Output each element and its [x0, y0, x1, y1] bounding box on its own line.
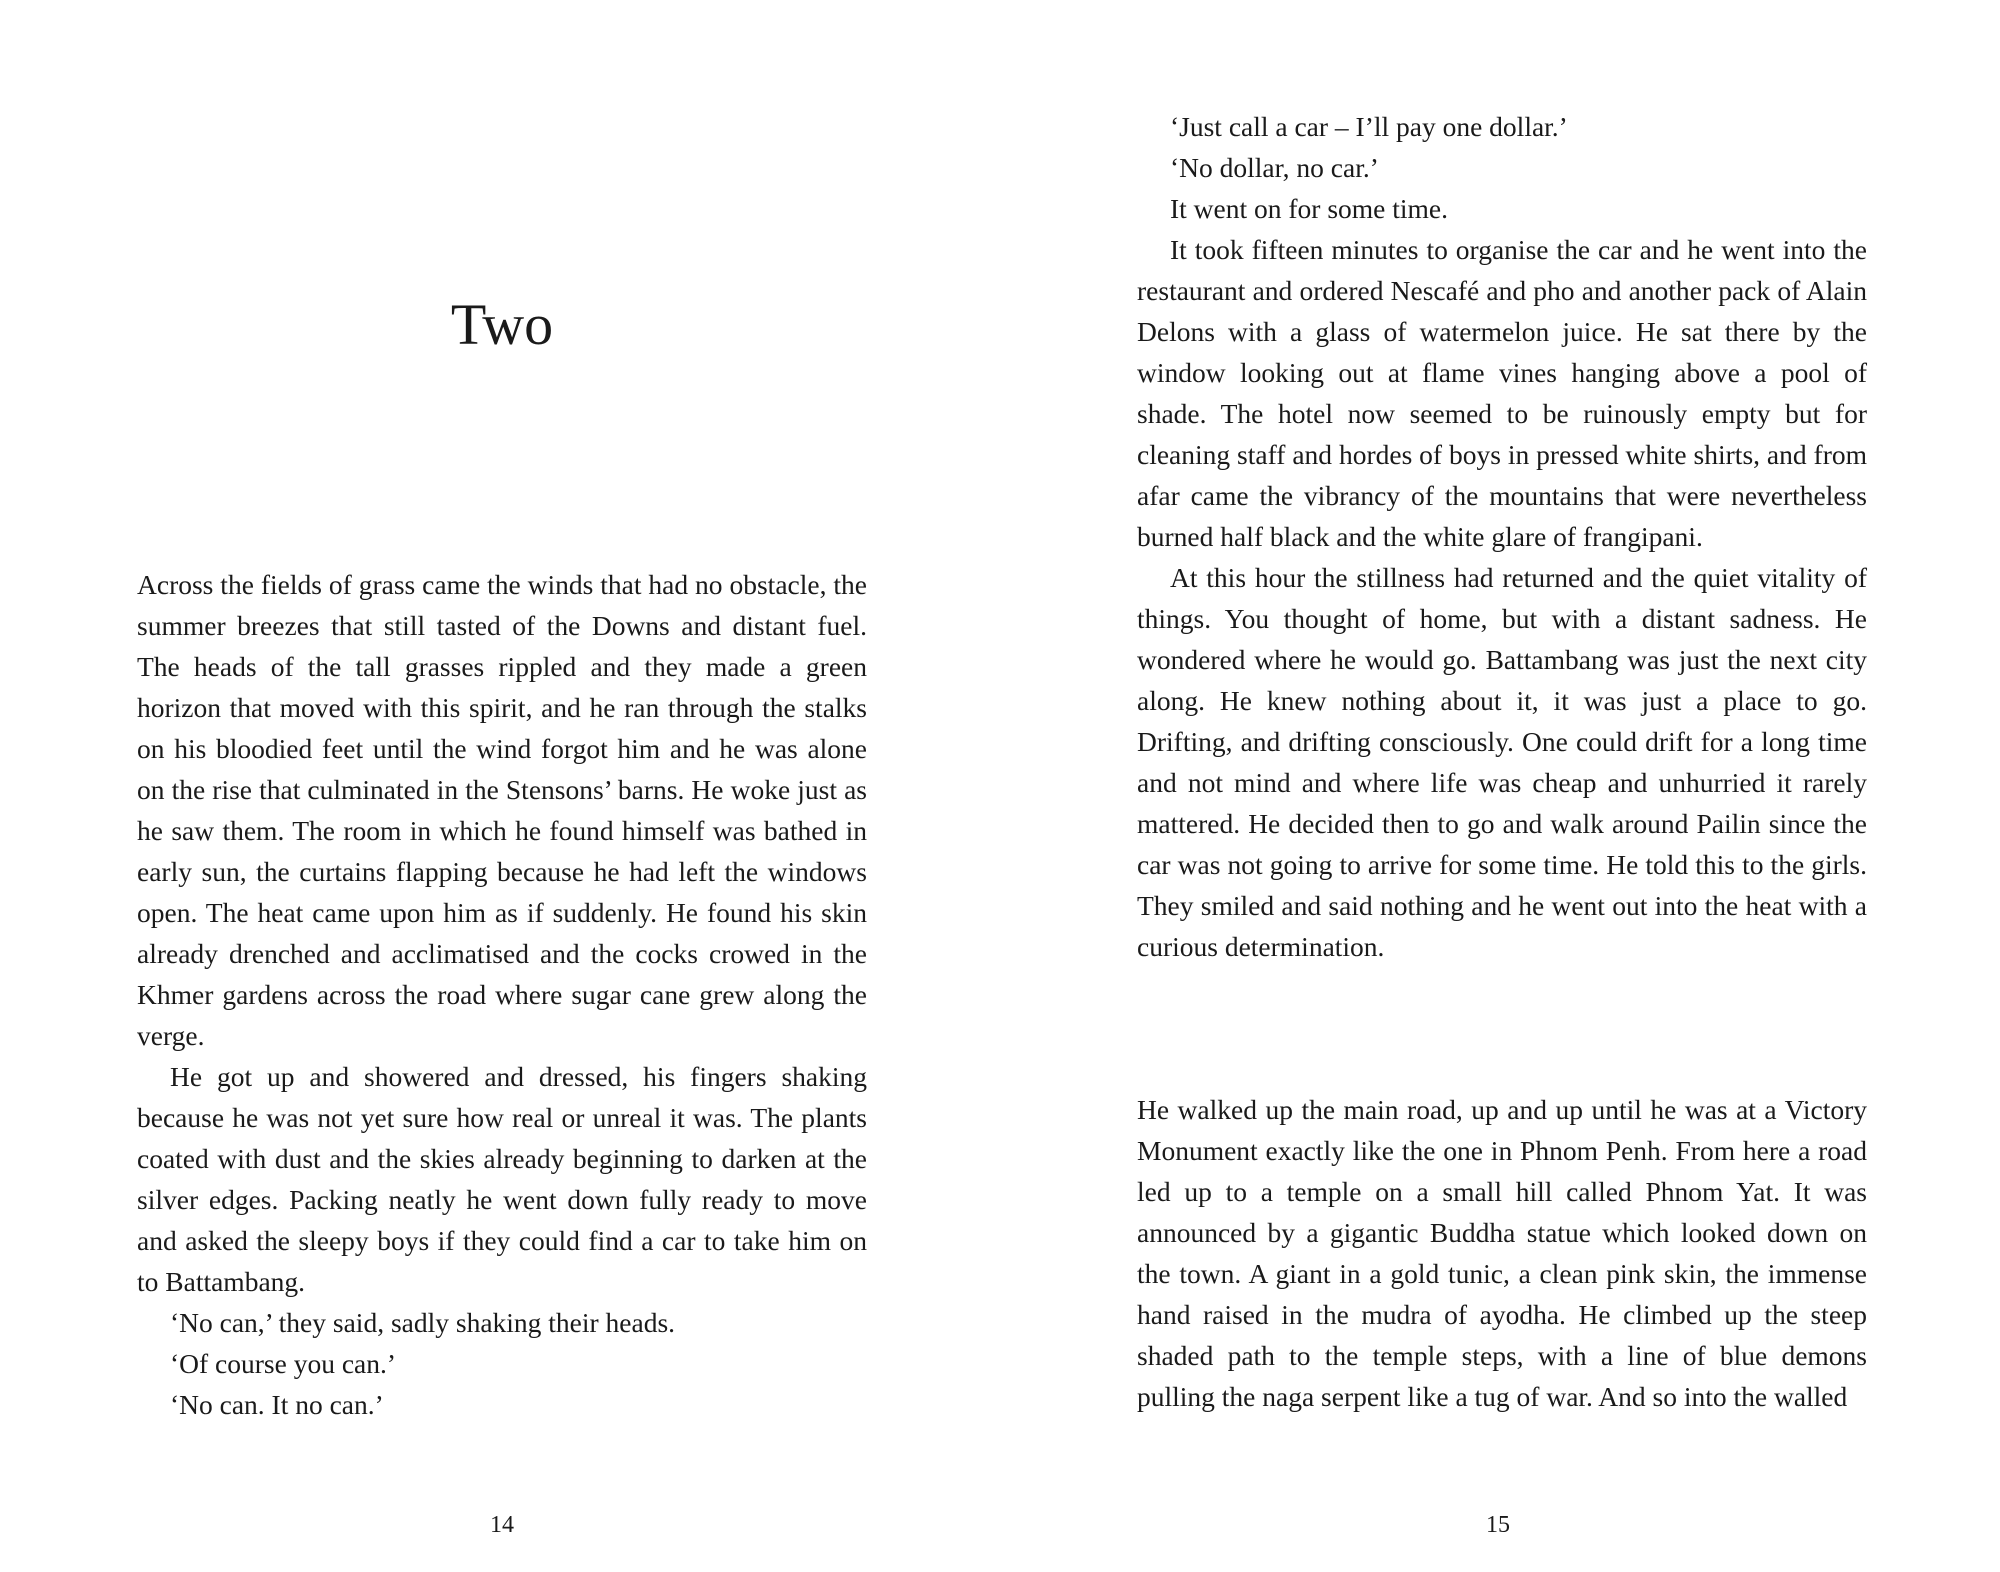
- dialogue-line: ‘No dollar, no car.’: [1170, 152, 1379, 183]
- dialogue-line: ‘Just call a car – I’ll pay one dollar.’: [1170, 111, 1568, 142]
- chapter-title: Two: [450, 292, 554, 357]
- paragraph: Across the fields of grass came the winds that had no obstacle, the summer breezes that still tasted of the Downs and distant fuel. The heads of the tall grasses rippled and they made a green horizon that moved with this spirit, and he ran through the stalks on his bloodied feet until the wind forgot him and he was alone on the rise that culminated in the Stensons’ barns. He woke just as he saw them. The room in which he found himself was bathed in early sun, the curtains flapping because he had left the windows open. The heat came upon him as if suddenly. He found his skin already drenched and acclimatised and the cocks crowed in the Khmer gardens across the road where sugar cane grew along the verge.: [137, 569, 867, 1051]
- paragraph: At this hour the stillness had returned and the quiet vitality of things. You thought of home, but with a distant sadness. He wondered where he would go. Battambang was just the next city along. He knew nothing about it, it was just a place to go. Drifting, and drifting consciously. One could drift for a long time and not mind and where life was cheap and unhurried it rarely mattered. He decided then to go and walk around Pailin since the car was not going to arrive for some time. He told this to the girls. They smiled and said nothing and he went out into the heat with a curious determination.: [1137, 562, 1867, 962]
- paragraph: It went on for some time.: [1170, 193, 1448, 224]
- page-number: 15: [1486, 1512, 1510, 1538]
- right-page: [1000, 0, 2000, 1572]
- dialogue-line: ‘Of course you can.’: [170, 1348, 397, 1379]
- dialogue-line: ‘No can,’ they said, sadly shaking their heads.: [170, 1307, 676, 1338]
- page-number: 14: [490, 1512, 514, 1538]
- paragraph: He walked up the main road, up and up until he was at a Victory Monument exactly like the one in Phnom Penh. From here a road led up to a temple on a small hill called Phnom Yat. It was announced by a gigantic Buddha statue which looked down on the town. A giant in a gold tunic, a clean pink skin, the immense hand raised in the mudra of ayodha. He climbed up the steep shaded path to the temple steps, with a line of blue demons pulling the naga serpent like a tug of war. And so into the walled: [1137, 1094, 1867, 1412]
- paragraph: It took fifteen minutes to organise the car and he went into the restaurant and ordered Nescafé and pho and another pack of Alain Delons with a glass of watermelon juice. He sat there by the window looking out at flame vines hanging above a pool of shade. The hotel now seemed to be ruinously empty but for cleaning staff and hordes of boys in pressed white shirts, and from afar came the vibrancy of the mountains that were nevertheless burned half black and the white glare of frangipani.: [1137, 234, 1867, 552]
- left-page-body: [137, 564, 867, 1425]
- section-break-body: [1137, 1089, 1867, 1417]
- paragraph: He got up and showered and dressed, his fingers shaking because he was not yet sure how real or unreal it was. The plants coated with dust and the skies already beginning to darken at the silver edges. Packing neatly he went down fully ready to move and asked the sleepy boys if they could find a car to take him on to Battambang.: [137, 1061, 867, 1297]
- right-page-body: [1137, 106, 1867, 967]
- dialogue-line: ‘No can. It no can.’: [170, 1389, 384, 1420]
